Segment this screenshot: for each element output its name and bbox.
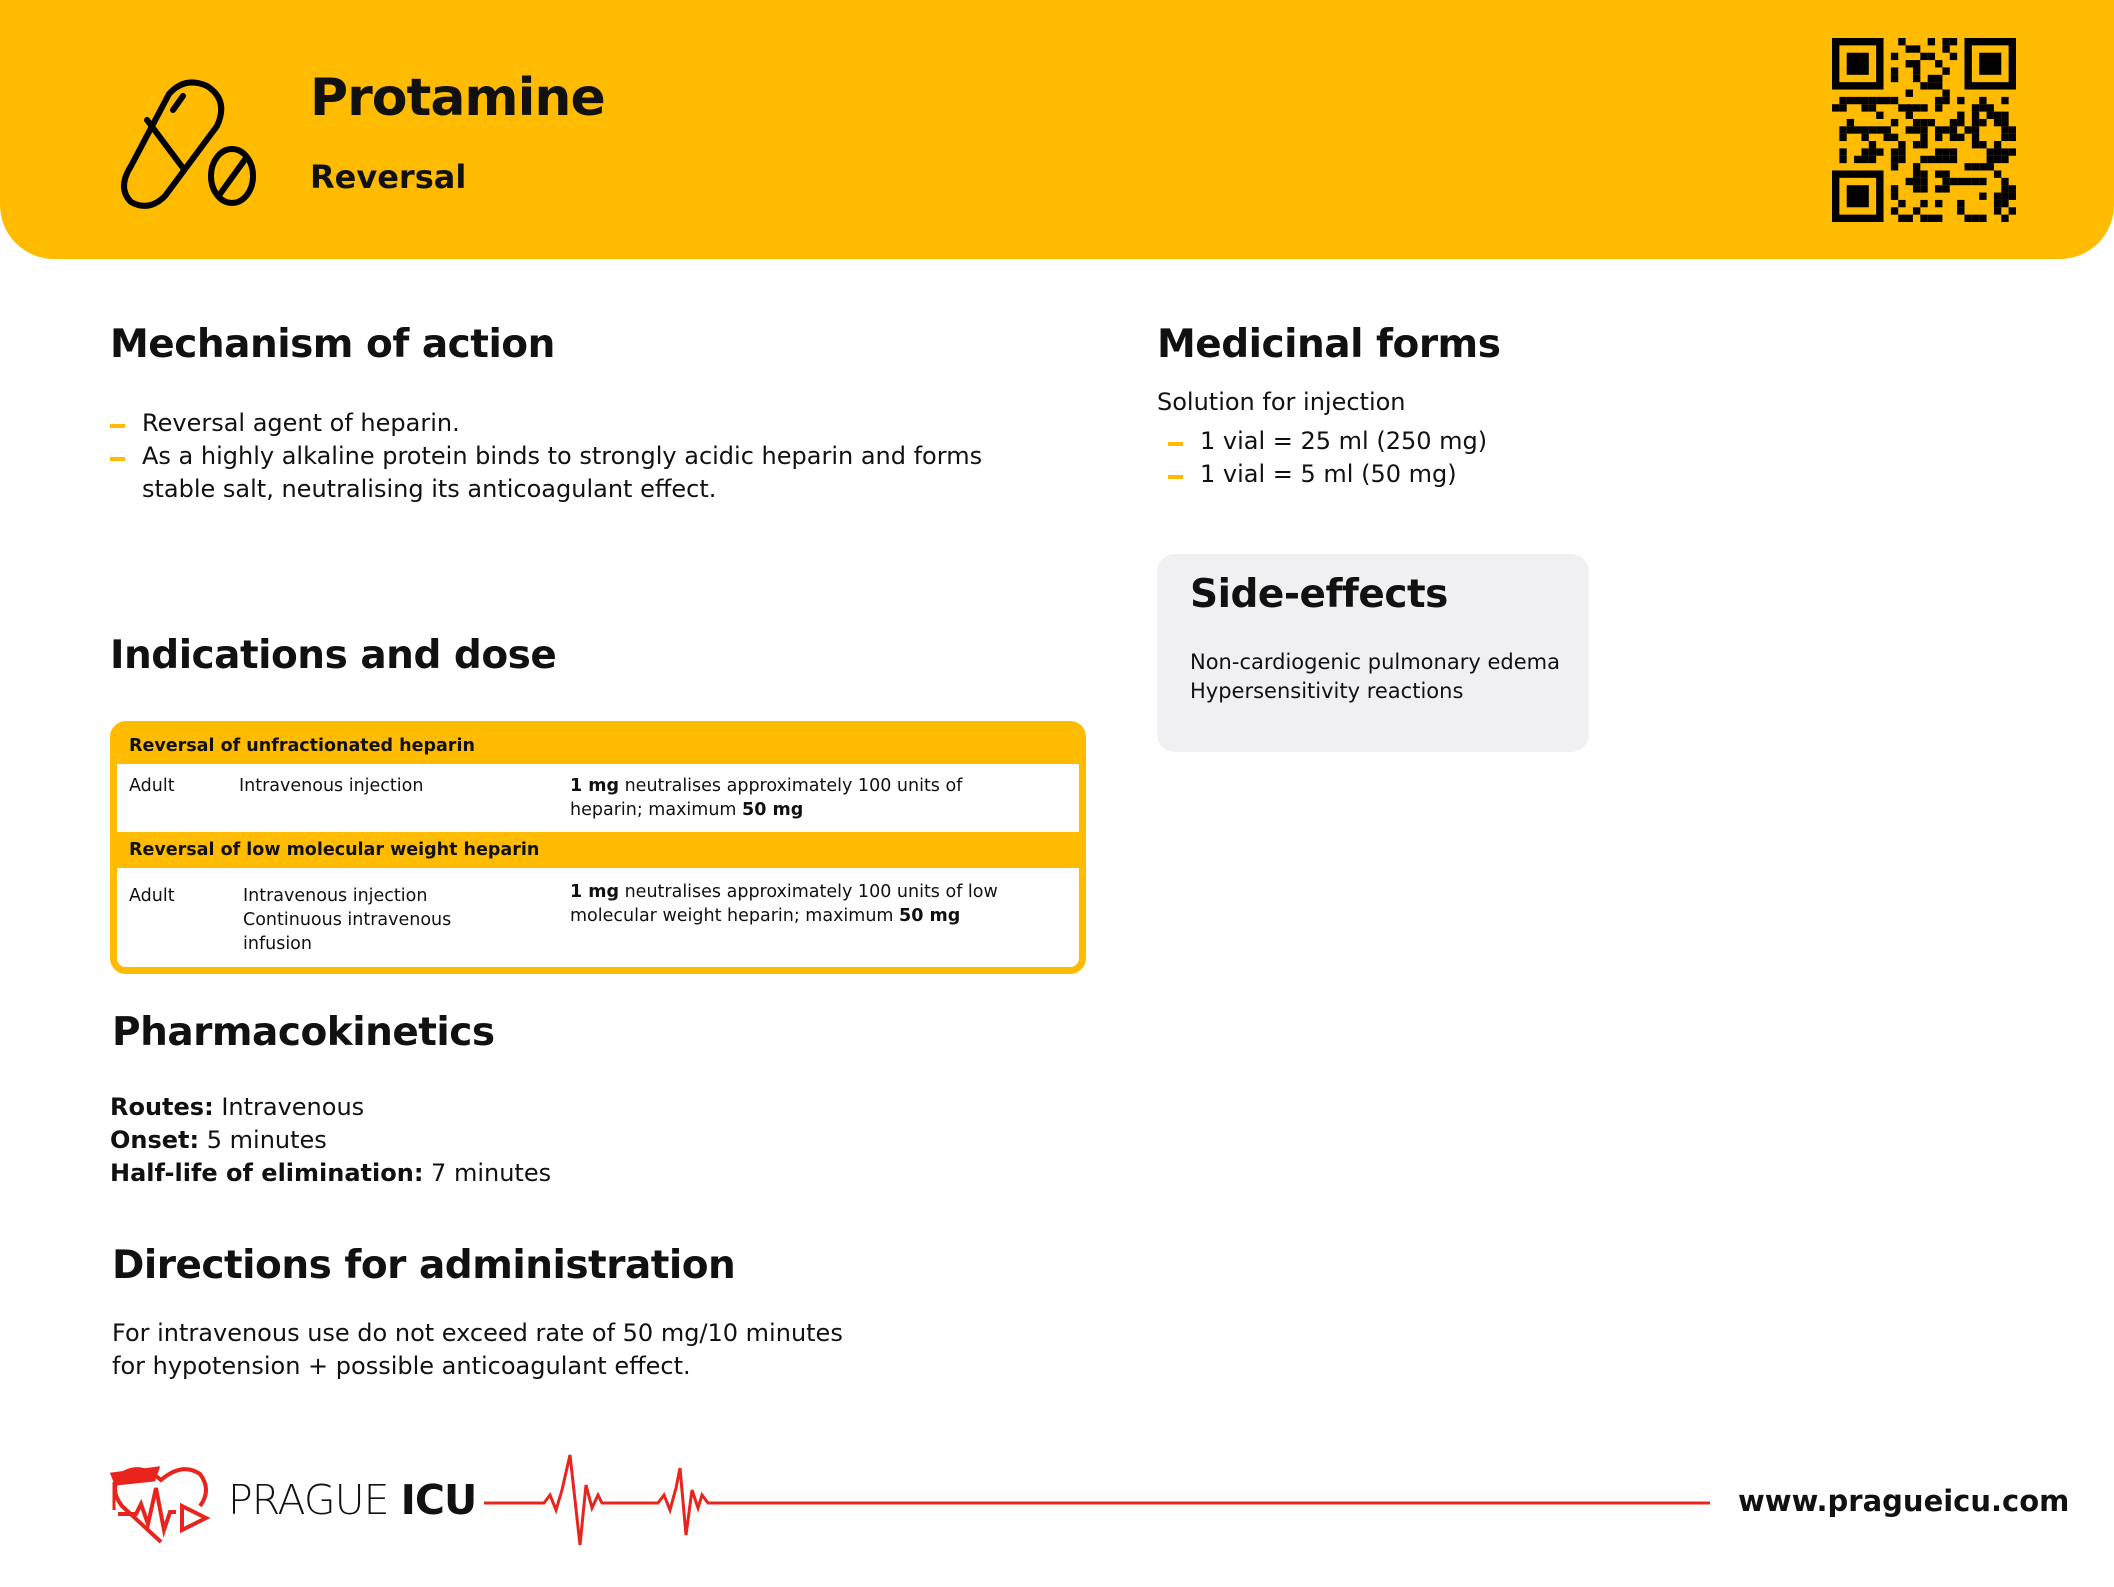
list-item: 1 vial = 5 ml (50 mg) [1168, 458, 1487, 491]
ecg-line [484, 1450, 1710, 1550]
mechanism-heading: Mechanism of action [110, 322, 555, 367]
patient-cell: Adult [129, 886, 175, 906]
pharmacokinetics-heading: Pharmacokinetics [112, 1010, 495, 1055]
forms-type: Solution for injection [1157, 388, 1406, 416]
list-item: 1 vial = 25 ml (250 mg) [1168, 425, 1487, 458]
patient-cell: Adult [129, 776, 175, 796]
mechanism-list [110, 407, 1050, 506]
website-link[interactable]: www.pragueicu.com [1738, 1484, 2070, 1518]
directions-heading: Directions for administration [112, 1243, 736, 1288]
dose-cell: 1 mg neutralises approximately 100 units of low molecular weight heparin; maximum 50 mg [570, 882, 998, 926]
route-cell: Intravenous injection [239, 776, 424, 796]
forms-heading: Medicinal forms [1157, 322, 1501, 367]
directions-text: For intravenous use do not exceed rate of 50 mg/10 minutes for hypotension + possible anticoagulant effect. [112, 1319, 843, 1380]
header-banner [0, 0, 2114, 259]
table-section-header: Reversal of unfractionated heparin [117, 728, 1079, 764]
dose-table [110, 721, 1086, 974]
brand-name: PRAGUE ICU [228, 1476, 477, 1524]
pill-icon [115, 72, 265, 212]
table-section-header: Reversal of low molecular weight heparin [117, 832, 1079, 868]
pk-onset: Onset: 5 minutes [110, 1126, 327, 1154]
drug-class: Reversal [310, 158, 467, 196]
side-effects-box [1157, 554, 1589, 752]
pk-routes: Routes: Intravenous [110, 1093, 365, 1121]
drug-title: Protamine [310, 68, 605, 128]
list-item: Reversal agent of heparin. [110, 407, 1050, 440]
side-effects-heading: Side-effects [1190, 572, 1448, 617]
prague-icu-logo-icon [108, 1460, 214, 1546]
forms-list [1168, 425, 1487, 491]
route-cell: Intravenous injection Continuous intravenous infusion [243, 886, 452, 954]
side-effects-list: Non-cardiogenic pulmonary edema Hypersensitivity reactions [1190, 650, 1560, 703]
table-row [117, 764, 1079, 832]
list-item: As a highly alkaline protein binds to strongly acidic heparin and forms stable salt, neutralising its anticoagulant effect. [110, 440, 1050, 506]
pk-halflife: Half-life of elimination: 7 minutes [110, 1159, 552, 1187]
dose-cell: 1 mg neutralises approximately 100 units of heparin; maximum 50 mg [570, 776, 963, 820]
qr-code [1832, 38, 2016, 222]
indications-heading: Indications and dose [110, 633, 557, 678]
table-row [117, 868, 1079, 974]
